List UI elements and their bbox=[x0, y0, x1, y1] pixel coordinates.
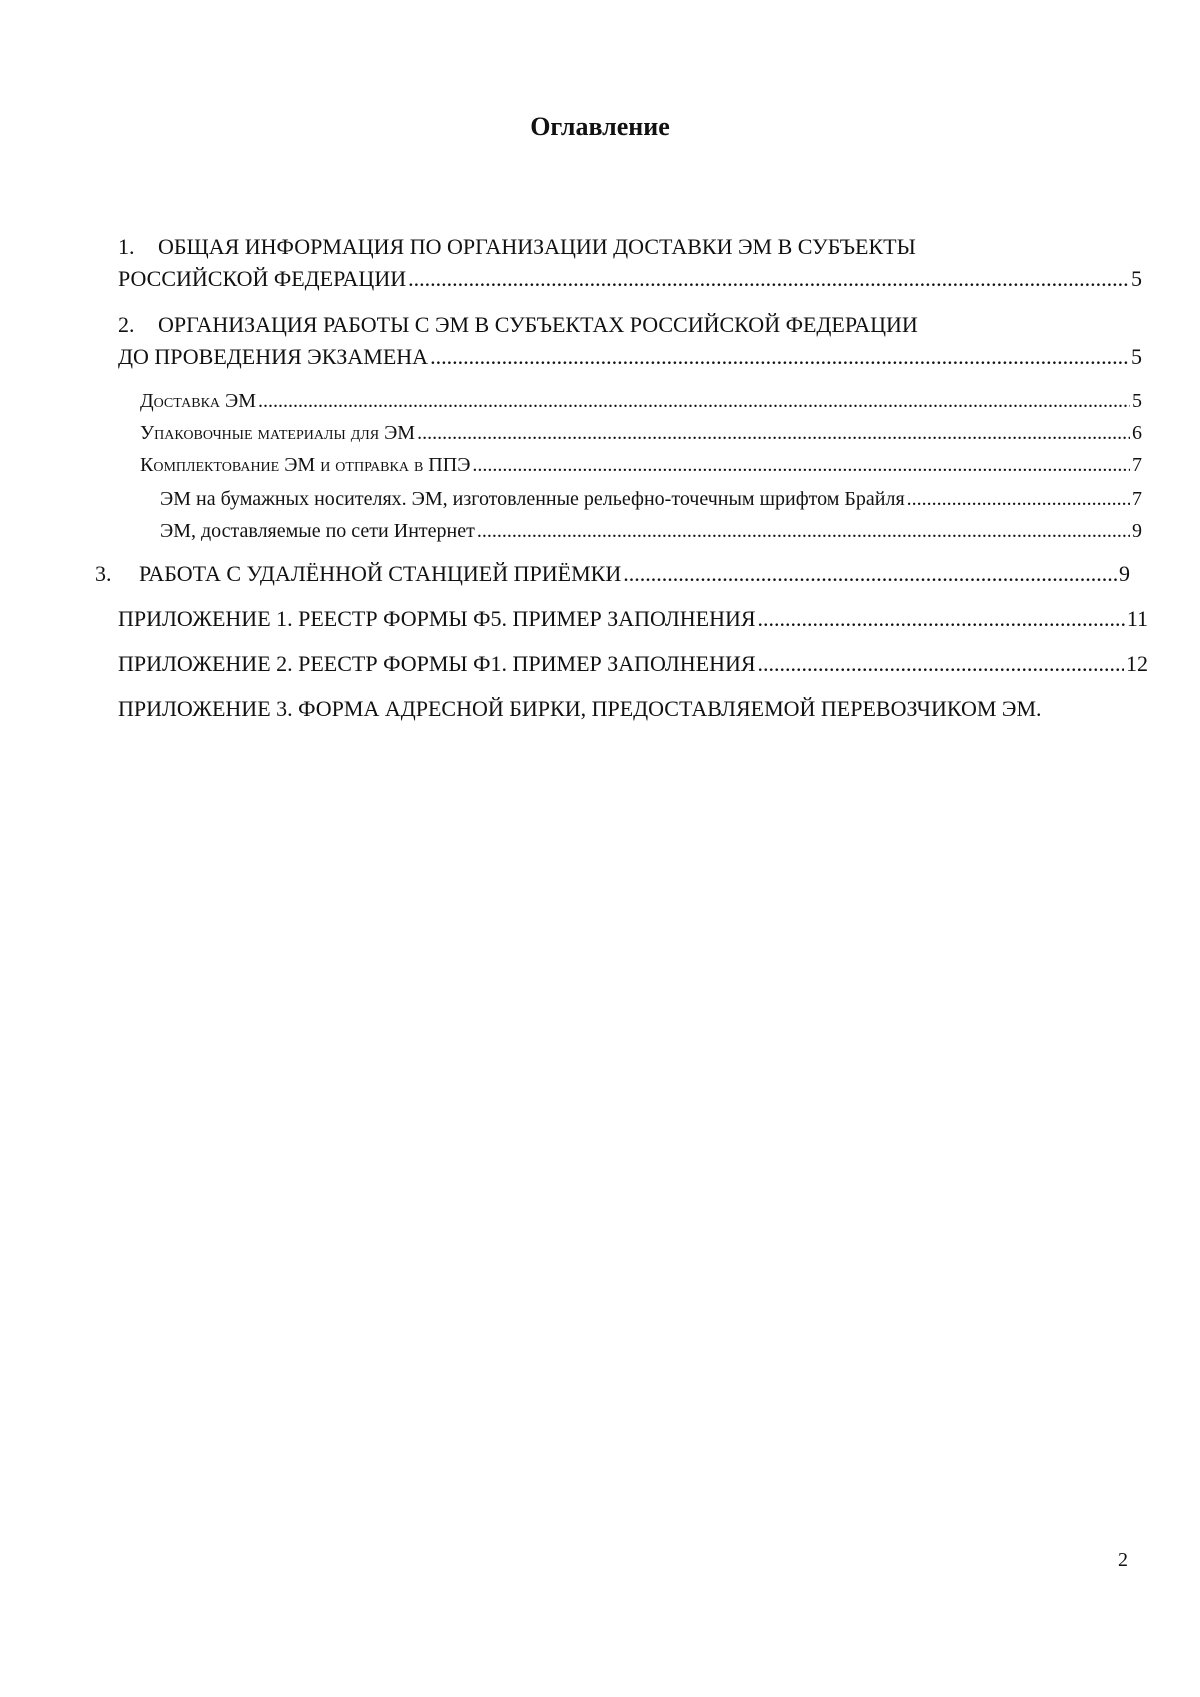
toc-entry-2-page: 5 bbox=[1131, 344, 1142, 369]
toc-entry-appendix-2-title: ПРИЛОЖЕНИЕ 2. РЕЕСТР ФОРМЫ Ф1. ПРИМЕР ЗАПОЛНЕНИЯ bbox=[118, 651, 756, 676]
toc-entry-2-heading[interactable] bbox=[118, 312, 918, 338]
toc-entry-2-3-page: 7 bbox=[1132, 454, 1142, 476]
toc-entry-2-2[interactable] bbox=[140, 421, 1142, 445]
toc-leader-dots bbox=[430, 344, 1129, 370]
toc-leader-dots bbox=[417, 421, 1130, 445]
toc-entry-appendix-1-page: 11 bbox=[1126, 606, 1148, 631]
toc-entry-3-number: 3. bbox=[95, 561, 112, 586]
toc-entry-3-page: 9 bbox=[1119, 561, 1130, 586]
toc-entry-1-number: 1. bbox=[118, 234, 135, 259]
toc-leader-dots bbox=[258, 389, 1130, 413]
toc-leader-dots bbox=[472, 453, 1130, 477]
toc-leader-dots bbox=[623, 561, 1117, 587]
toc-entry-2-1-title: Доставка ЭМ bbox=[140, 390, 256, 412]
toc-entry-3-title: РАБОТА С УДАЛЁННОЙ СТАНЦИЕЙ ПРИЁМКИ bbox=[139, 561, 622, 586]
toc-entry-2-title-line2: ДО ПРОВЕДЕНИЯ ЭКЗАМЕНА bbox=[118, 344, 429, 369]
toc-entry-appendix-2[interactable] bbox=[118, 651, 1148, 677]
toc-entry-appendix-3-title: ПРИЛОЖЕНИЕ 3. ФОРМА АДРЕСНОЙ БИРКИ, ПРЕДОСТАВЛЯЕМОЙ ПЕРЕВОЗЧИКОМ ЭМ. bbox=[118, 696, 1042, 721]
page-number: 2 bbox=[1118, 1549, 1128, 1571]
toc-leader-dots bbox=[907, 487, 1130, 511]
toc-entry-2-2-page: 6 bbox=[1132, 422, 1142, 444]
toc-entry-3[interactable] bbox=[95, 561, 1130, 587]
toc-entry-2-3-1-page: 7 bbox=[1132, 488, 1142, 510]
toc-entry-2-title-line1: ОРГАНИЗАЦИЯ РАБОТЫ С ЭМ В СУБЪЕКТАХ РОССИЙСКОЙ ФЕДЕРАЦИИ bbox=[158, 312, 918, 337]
toc-entry-2[interactable] bbox=[118, 344, 1142, 370]
toc-entry-appendix-1-title: ПРИЛОЖЕНИЕ 1. РЕЕСТР ФОРМЫ Ф5. ПРИМЕР ЗАПОЛНЕНИЯ bbox=[118, 606, 756, 631]
toc-leader-dots bbox=[758, 606, 1125, 632]
toc-entry-1-title-line2: РОССИЙСКОЙ ФЕДЕРАЦИИ bbox=[118, 266, 407, 291]
toc-entry-2-3-title: Комплектование ЭМ и отправка в ППЭ bbox=[140, 454, 471, 476]
toc-entry-2-3-2-page: 9 bbox=[1132, 520, 1142, 542]
toc-entry-2-2-title: Упаковочные материалы для ЭМ bbox=[140, 422, 416, 444]
toc-entry-2-number: 2. bbox=[118, 312, 135, 337]
toc-entry-2-3-2-title: ЭМ, доставляемые по сети Интернет bbox=[160, 520, 475, 542]
toc-entry-1[interactable] bbox=[118, 266, 1142, 292]
toc-entry-2-3-1[interactable] bbox=[160, 487, 1142, 511]
toc-entry-1-heading[interactable] bbox=[118, 234, 916, 260]
toc-entry-2-1[interactable] bbox=[140, 389, 1142, 413]
toc-entry-2-1-page: 5 bbox=[1132, 390, 1142, 412]
toc-entry-1-page: 5 bbox=[1131, 266, 1142, 291]
toc-leader-dots bbox=[477, 519, 1130, 543]
toc-entry-1-title-line1: ОБЩАЯ ИНФОРМАЦИЯ ПО ОРГАНИЗАЦИИ ДОСТАВКИ ЭМ В СУБЪЕКТЫ bbox=[158, 234, 916, 259]
toc-entry-appendix-2-page: 12 bbox=[1126, 651, 1148, 676]
toc-entry-2-3-1-title: ЭМ на бумажных носителях. ЭМ, изготовленные рельефно-точечным шрифтом Брайля bbox=[160, 488, 905, 510]
page-title: Оглавление bbox=[530, 112, 670, 141]
toc-entry-appendix-3[interactable] bbox=[118, 696, 1042, 722]
toc-entry-2-3[interactable] bbox=[140, 453, 1142, 477]
toc-leader-dots bbox=[758, 651, 1124, 677]
toc-leader-dots bbox=[408, 266, 1129, 292]
toc-entry-appendix-1[interactable] bbox=[118, 606, 1148, 632]
toc-entry-2-3-2[interactable] bbox=[160, 519, 1142, 543]
